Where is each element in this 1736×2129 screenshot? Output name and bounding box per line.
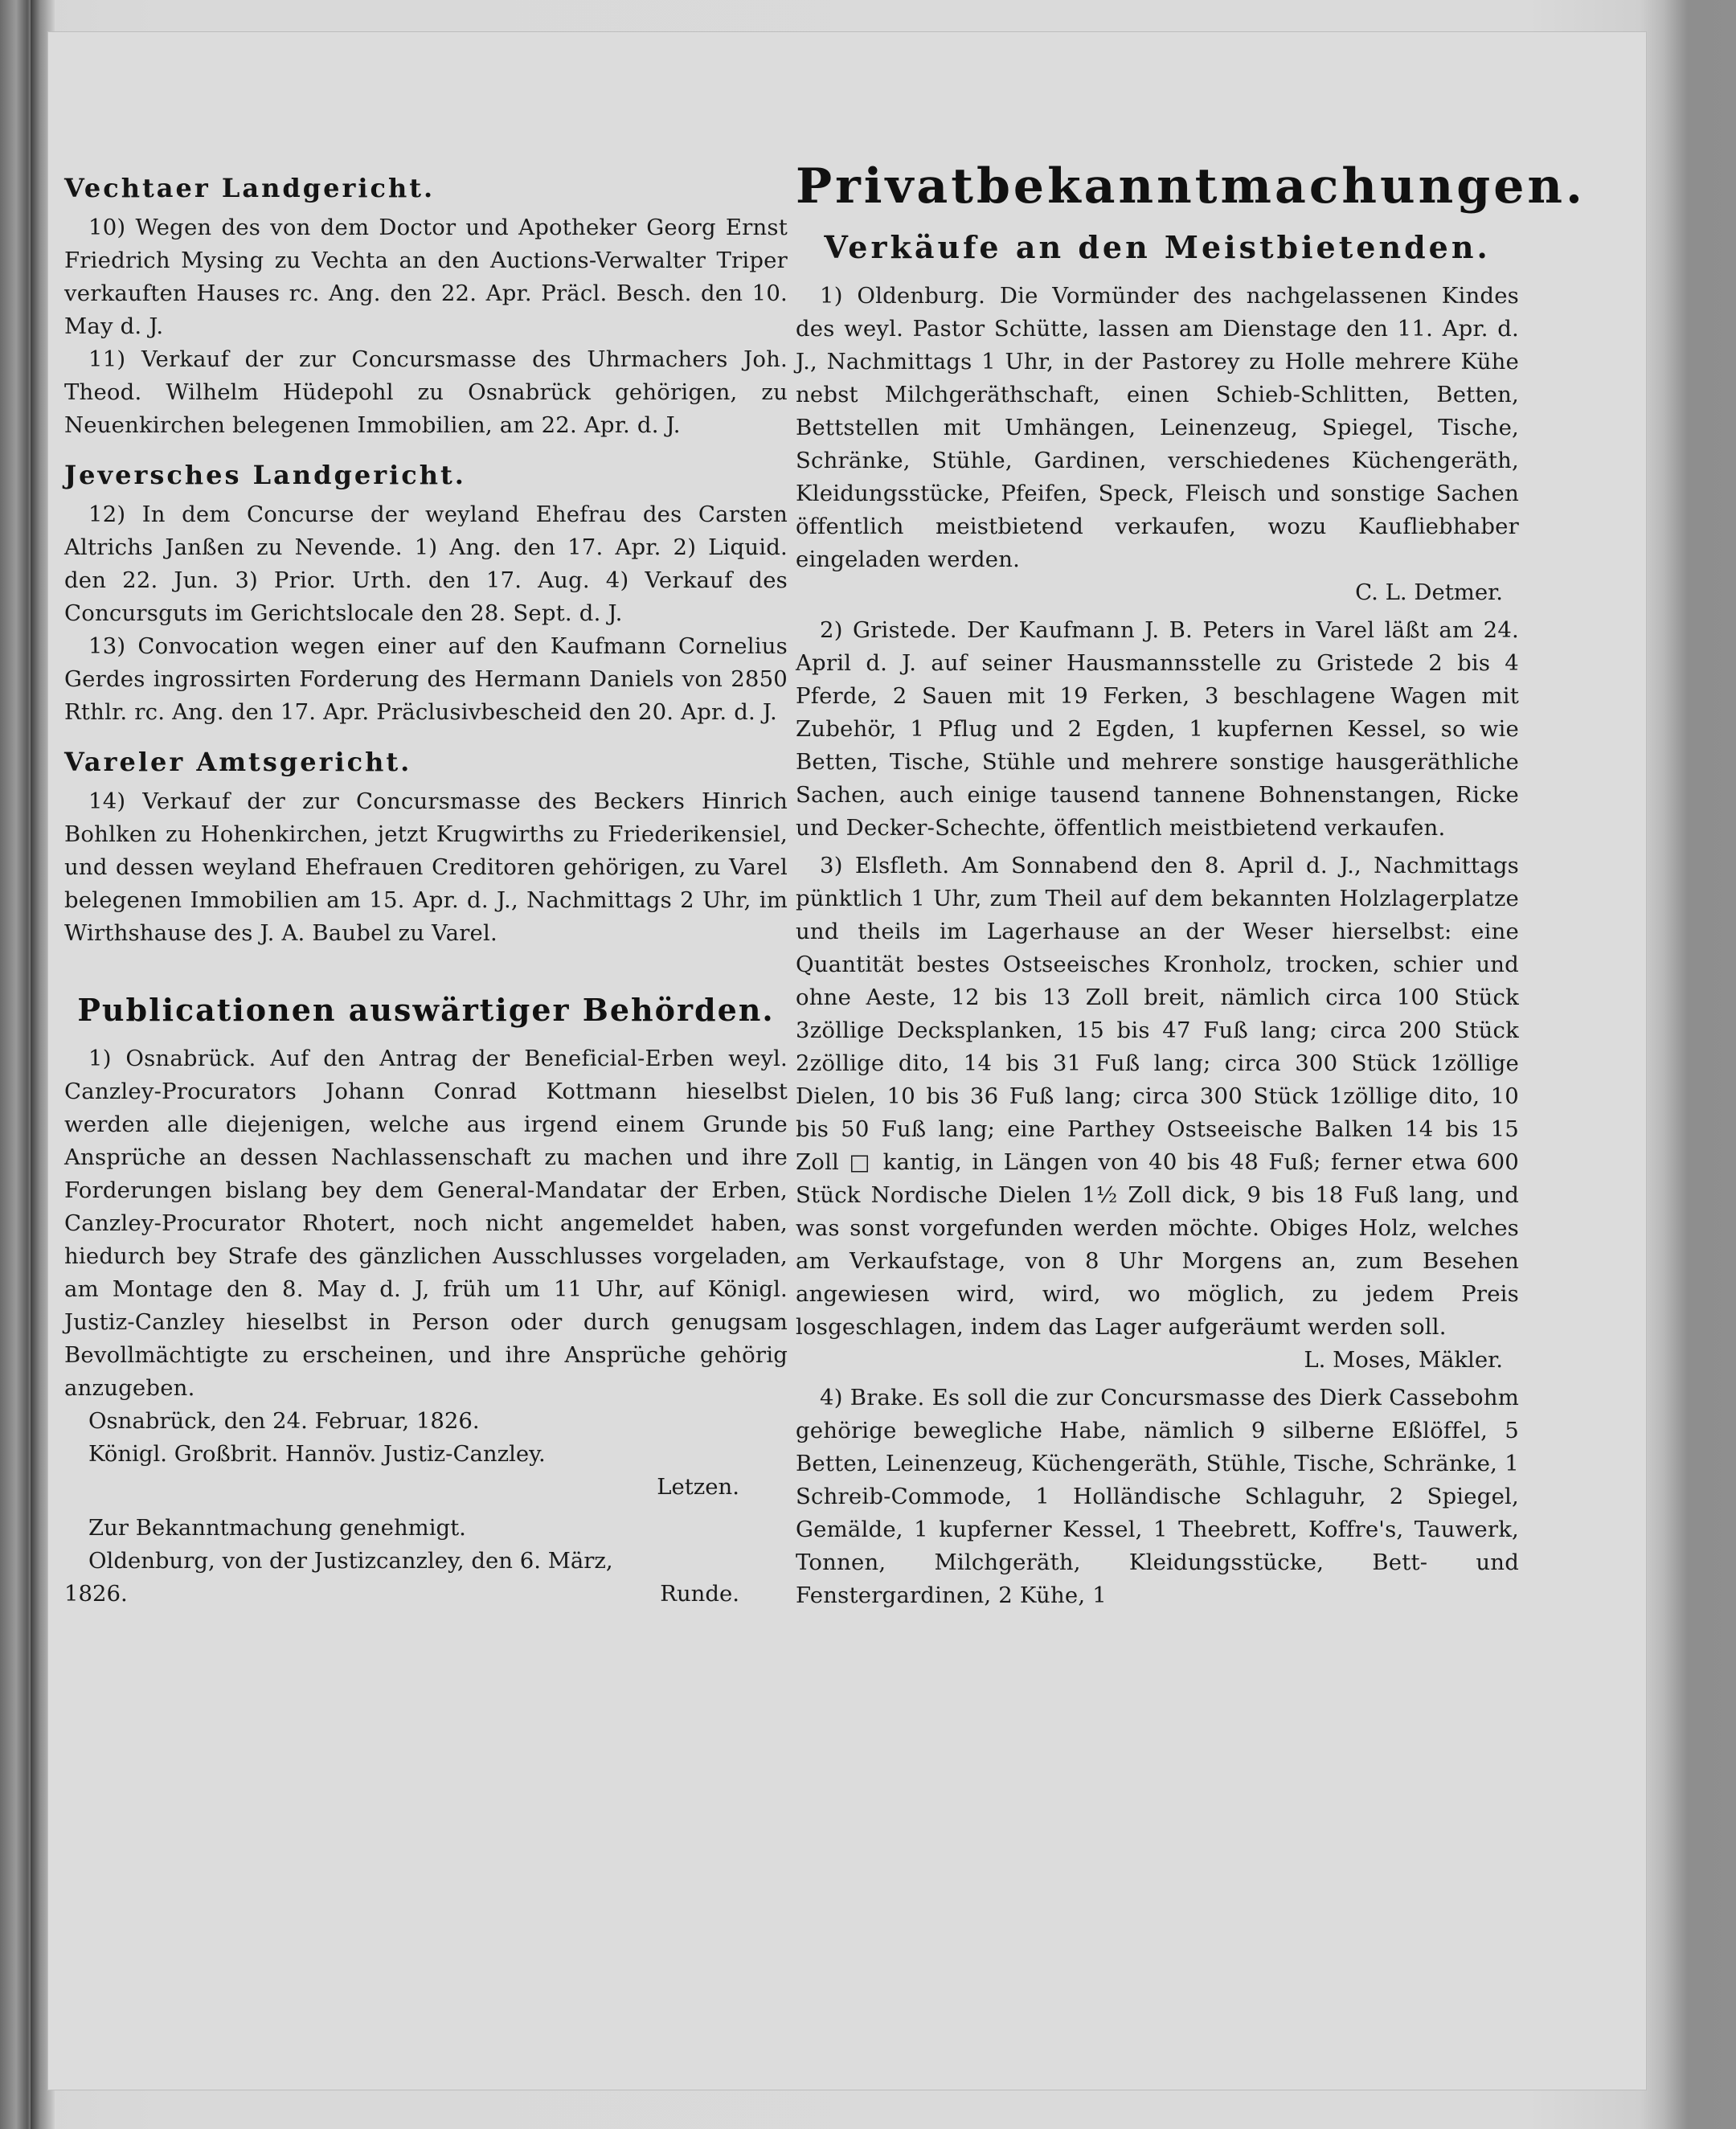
page <box>48 32 1646 2090</box>
right-column <box>796 158 1586 1612</box>
section-publications: Publicationen auswärtiger Behörden. <box>77 992 775 1028</box>
approval-signature: Runde. <box>660 1581 739 1607</box>
subtitle-auctions: Verkäufe an den Meistbietenden. <box>824 229 1491 265</box>
approval-footer <box>64 1578 788 1611</box>
notice-11: 11) Verkauf der zur Concursmasse des Uhrmachers Joh. Theod. Wilhelm Hüdepohl zu Osnabrück gehörigen, zu Neuenkirchen belegenen Immobilien, am 22. Apr. d. J. <box>64 346 788 438</box>
heading-jever: Jeversches Landgericht. <box>64 460 466 490</box>
left-column <box>64 165 788 1611</box>
publication-signature: Letzen. <box>657 1474 739 1500</box>
approval-place: Oldenburg, von der Justizcanzley, den 6. März, <box>88 1548 613 1574</box>
sale-3: 3) Elsfleth. Am Sonnabend den 8. April d. J., Nachmittags pünktlich 1 Uhr, zum Theil auf dem bekannten Holzlagerplatze und theils im Lagerhause an der Weser hierselbst: eine Quantität bestes Ostseeisches Kronholz, trocken, schier und ohne Aeste, 12 bis 13 Zoll breit, nämlich circa 100 Stück 3zöllige Decksplanken, 15 bis 47 Fuß lang; circa 200 Stück 2zöllige dito, 14 bis 31 Fuß lang; circa 300 Stück 1zöllige Dielen, 10 bis 36 Fuß lang; circa 300 Stück 1zöllige dito, 10 bis 50 Fuß lang; eine Parthey Ostseeische Balken 14 bis 15 Zoll □ kantig, in Längen von 40 bis 48 Fuß; ferner etwa 600 Stück Nordische Dielen 1½ Zoll dick, 9 bis 18 Fuß lang, und was sonst vorgefunden werden möchte. Obiges Holz, welches am Verkaufstage, von 8 Uhr Morgens an, zum Besehen angewiesen wird, wird, wo möglich, zu jedem Preis losgeschlagen, indem das Lager aufgeräumt werden soll. <box>796 853 1519 1340</box>
publication-date: Osnabrück, den 24. Februar, 1826. <box>88 1408 480 1434</box>
sale-2: 2) Gristede. Der Kaufmann J. B. Peters in Varel läßt am 24. April d. J. auf seiner Hausmannsstelle zu Gristede 2 bis 4 Pferde, 2 Sauen mit 19 Ferken, 3 beschlagene Wagen mit Zubehör, 1 Pflug und 2 Egden, 1 kupfernen Kessel, so wie Betten, Tische, Stühle und mehrere sonstige hausgeräthliche Sachen, auch einige tausend tannene Bohnenstangen, Ricke und Decker-Schechte, öffentlich meistbietend verkaufen. <box>796 617 1519 841</box>
notice-14: 14) Verkauf der zur Concursmasse des Beckers Hinrich Bohlken zu Hohenkirchen, jetzt Krugwirths zu Friederikensiel, und dessen weyland Ehefrauen Creditoren gehörigen, zu Varel belegenen Immobilien am 15. Apr. d. J., Nachmittags 2 Uhr, im Wirthshause des J. A. Baubel zu Varel. <box>64 788 788 946</box>
notice-13: 13) Convocation wegen einer auf den Kaufmann Cornelius Gerdes ingrossirten Forderung des Hermann Daniels von 2850 Rthlr. rc. Ang. den 17. Apr. Präclusivbescheid den 20. Apr. d. J. <box>64 633 788 725</box>
notice-10: 10) Wegen des von dem Doctor und Apotheker Georg Ernst Friedrich Mysing zu Vechta an den Auctions-Verwalter Triper verkauften Hauses rc. Ang. den 22. Apr. Präcl. Besch. den 10. May d. J. <box>64 215 788 339</box>
publication-1: 1) Osnabrück. Auf den Antrag der Beneficial-Erben weyl. Canzley-Procurators Johann Conrad Kottmann hieselbst werden alle diejenigen, welche aus irgend einem Grunde Ansprüche an dessen Nachlassenschaft zu machen und ihre Forderungen bislang bey dem General-Mandatar der Erben, Canzley-Procurator Rhotert, noch nicht angemeldet haben, hiedurch bey Strafe des gänzlichen Ausschlusses vorgeladen, am Montage den 8. May d. J, früh um 11 Uhr, auf Königl. Justiz-Canzley hieselbst in Person oder durch genugsam Bevollmächtigte zu erscheinen, und ihre Ansprüche gehörig anzugeben. <box>64 1046 788 1401</box>
heading-varel: Vareler Amtsgericht. <box>64 747 412 777</box>
page-title: Privatbekanntmachungen. <box>796 158 1586 215</box>
heading-vechta: Vechtaer Landgericht. <box>64 173 436 203</box>
approval-line: Zur Bekanntmachung genehmigt. <box>88 1515 466 1541</box>
notice-12: 12) In dem Concurse der weyland Ehefrau des Carsten Altrichs Janßen zu Nevende. 1) Ang. den 17. Apr. 2) Liquid. den 22. Jun. 3) Prior. Urth. den 17. Aug. 4) Verkauf des Concursguts im Gerichtslocale den 28. Sept. d. J. <box>64 502 788 626</box>
approval-year: 1826. <box>64 1581 128 1607</box>
sale-4: 4) Brake. Es soll die zur Concursmasse des Dierk Cassebohm gehörige bewegliche Habe, nämlich 9 silberne Eßlöffel, 5 Betten, Leinenzeug, Küchengeräth, Stühle, Tische, Schränke, 1 Schreib-Commode, 1 Holländische Schlaguhr, 2 Spiegel, Gemälde, 1 kupferner Kessel, 1 Theebrett, Koffre's, Tauwerk, Tonnen, Milchgeräth, Kleidungsstücke, Bett- und Fenstergardinen, 2 Kühe, 1 <box>796 1385 1519 1608</box>
sale-1: 1) Oldenburg. Die Vormünder des nachgelassenen Kindes des weyl. Pastor Schütte, lassen am Dienstage den 11. Apr. d. J., Nachmittags 1 Uhr, in der Pastorey zu Holle mehrere Kühe nebst Milchgeräthschaft, einen Schieb-Schlitten, Betten, Bettstellen mit Umhängen, Leinenzeug, Spiegel, Tische, Schränke, Stühle, Gardinen, verschiedenes Küchengeräth, Kleidungsstücke, Pfeifen, Speck, Fleisch und sonstige Sachen öffentlich meistbietend verkaufen, wozu Kaufliebhaber eingeladen werden. <box>796 283 1519 572</box>
publication-authority: Königl. Großbrit. Hannöv. Justiz-Canzley. <box>88 1441 546 1467</box>
sale-3-signature: L. Moses, Mäkler. <box>1304 1347 1503 1373</box>
sale-1-signature: C. L. Detmer. <box>1355 579 1503 605</box>
